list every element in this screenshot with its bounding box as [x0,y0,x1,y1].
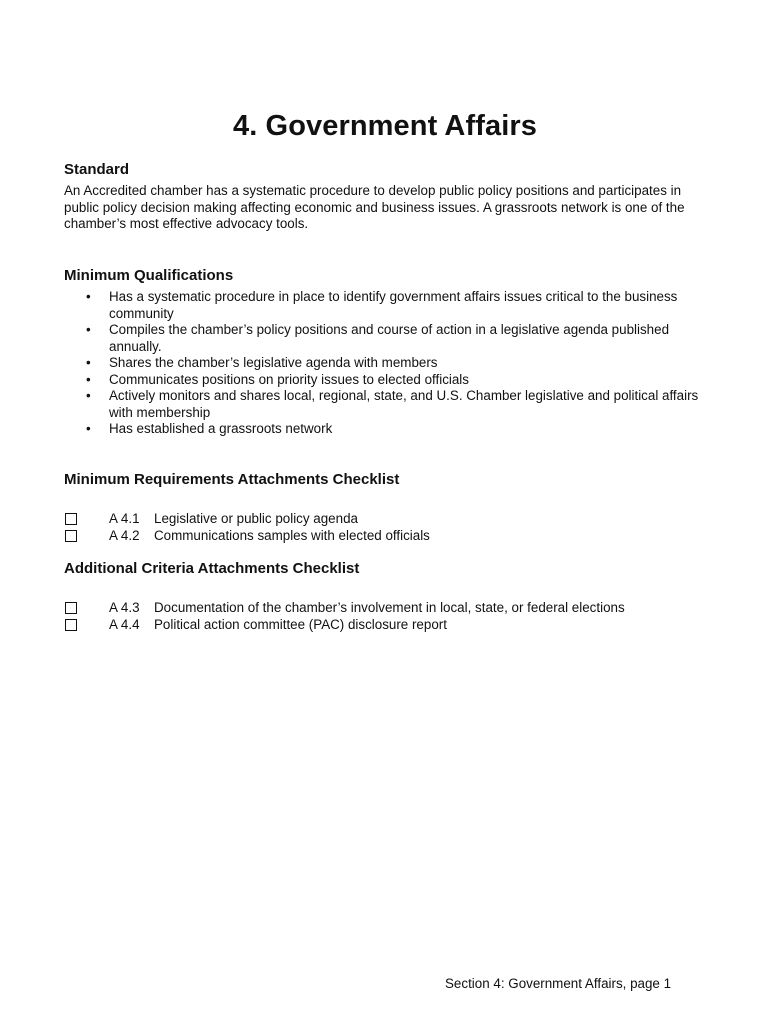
bullet-icon: • [86,421,91,436]
attachment-description: Legislative or public policy agenda [154,511,358,526]
list-item [64,421,714,438]
minimum-qualifications-heading: Minimum Qualifications [64,267,234,284]
checklist-item [64,617,714,634]
attachment-code: A 4.2 [109,527,140,543]
checklist-item [64,600,714,617]
attachment-description: Communications samples with elected officials [154,527,430,543]
checklist-item [64,528,714,545]
minimum-qualifications-list [64,289,714,438]
list-item-text: Has established a grassroots network [109,421,333,436]
bullet-icon: • [86,322,91,337]
attachment-description: Documentation of the chamber’s involvement in local, state, or federal elections [154,600,625,615]
list-item-text: Actively monitors and shares local, regional, state, and U.S. Chamber legislative and political affairs with membership [109,388,699,420]
additional-criteria-heading: Additional Criteria Attachments Checklist [64,560,360,577]
additional-criteria-checklist [64,600,714,633]
checkbox[interactable] [65,602,77,614]
checklist-item [64,511,714,528]
attachment-code: A 4.1 [109,511,140,526]
standard-text: An Accredited chamber has a systematic procedure to develop public policy positions and participates in public policy decision making affecting economic and business issues. A grassroots network is one of the chamber’s most effective advocacy tools. [64,183,685,231]
attachment-code: A 4.3 [109,600,140,615]
list-item-text: Has a systematic procedure in place to identify government affairs issues critical to the business community [109,289,678,321]
page-title: 4. Government Affairs [233,110,537,142]
minimum-requirements-checklist [64,511,714,544]
list-item [64,355,714,372]
standard-heading: Standard [64,161,130,178]
list-item-text: Communicates positions on priority issues to elected officials [109,371,469,387]
list-item [64,322,714,355]
list-item [64,372,714,389]
page-footer: Section 4: Government Affairs, page 1 [445,976,672,991]
checkbox[interactable] [65,530,77,542]
bullet-icon: • [86,289,91,304]
bullet-icon: • [86,388,91,403]
bullet-icon: • [86,355,91,370]
bullet-icon: • [86,371,91,387]
checkbox[interactable] [65,513,77,525]
checkbox[interactable] [65,619,77,631]
list-item [64,289,714,322]
attachment-description: Political action committee (PAC) disclosure report [154,616,447,632]
minimum-requirements-heading: Minimum Requirements Attachments Checklist [64,471,400,488]
list-item-text: Compiles the chamber’s policy positions and course of action in a legislative agenda published annually. [109,322,670,354]
list-item-text: Shares the chamber’s legislative agenda with members [109,355,438,370]
attachment-code: A 4.4 [109,616,140,632]
list-item [64,388,714,421]
